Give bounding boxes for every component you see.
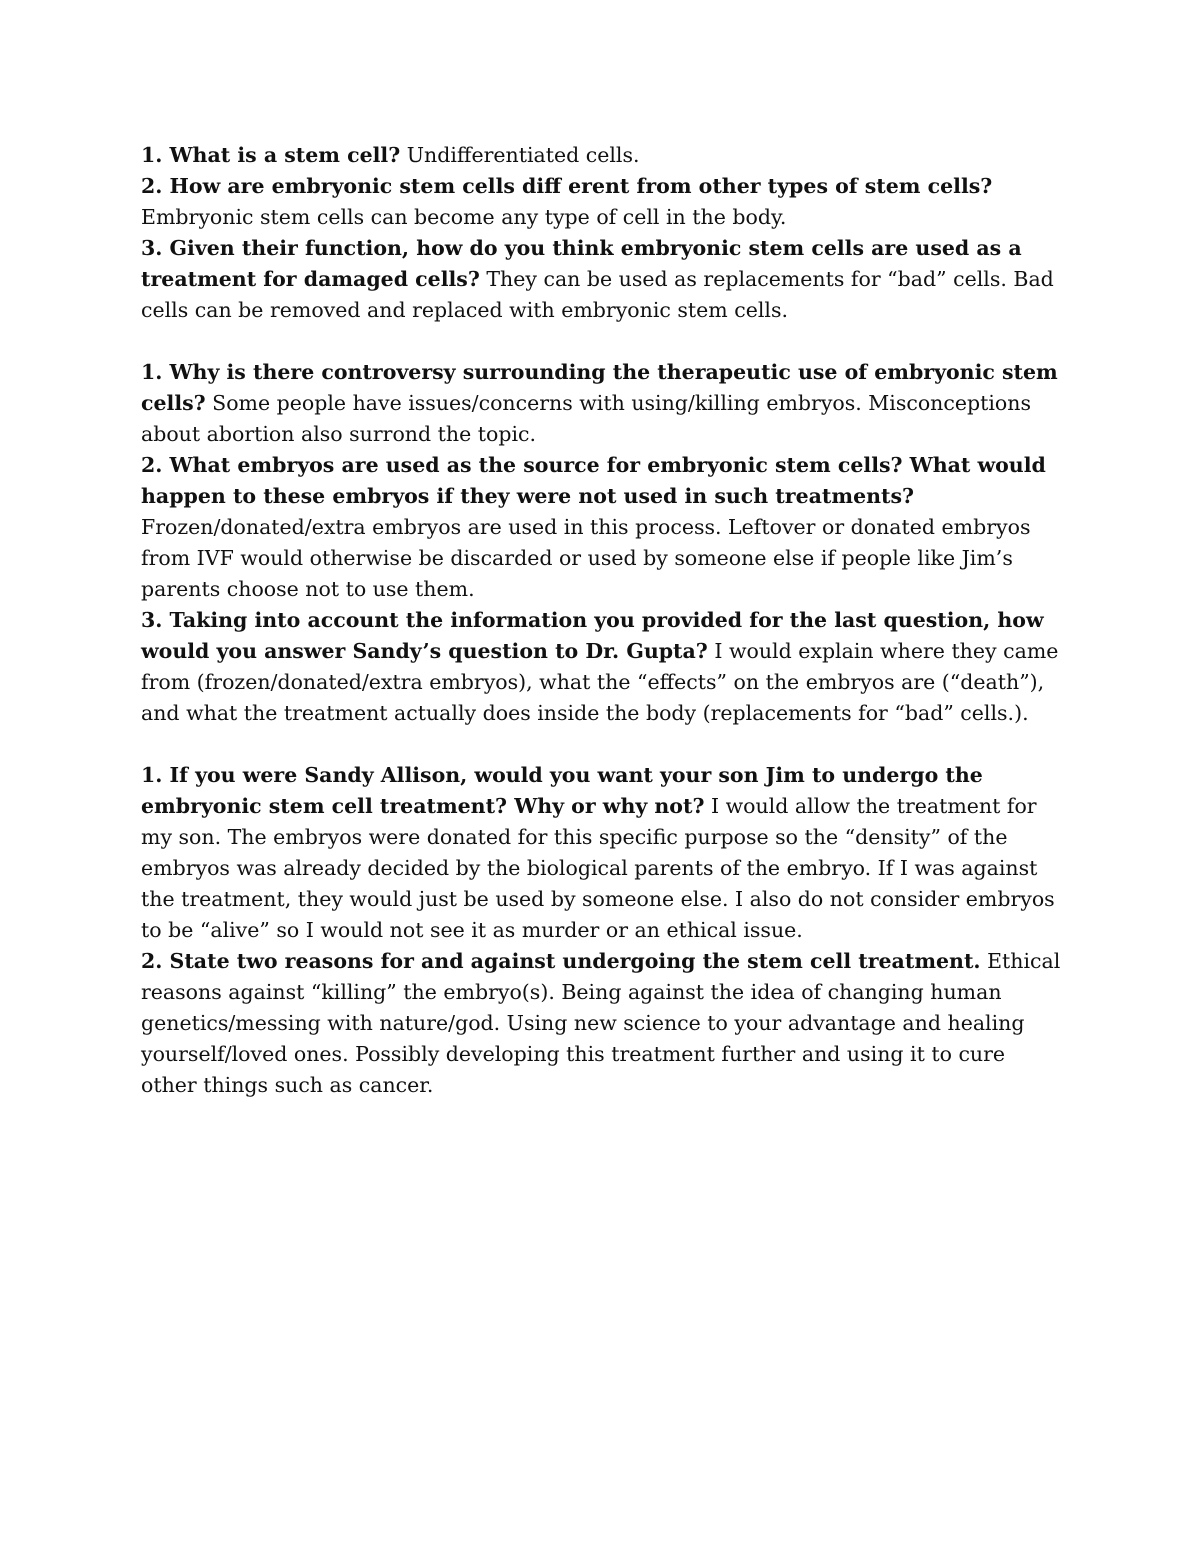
section-3: [141, 760, 1066, 1101]
answer-text: They can be used as replacements for “bad” cells. Bad cells can be removed and replaced with embryonic stem cells.: [141, 267, 1054, 322]
answer-text: Ethical reasons against “killing” the embryo(s). Being against the idea of changing human genetics/messing with nature/god. Using new science to your advantage and healing yourself/loved ones. Possibly developing this treatment further and using it to cure other things such as cancer.: [141, 949, 1061, 1097]
qa-item: [141, 760, 1066, 946]
answer-text: Undifferentiated cells.: [400, 143, 640, 167]
question-text: 1. If you were Sandy Allison, would you want your son Jim to undergo the embryonic stem cell treatment? Why or why not?: [141, 763, 983, 818]
qa-item: [141, 605, 1066, 729]
qa-item: [141, 946, 1066, 1101]
answer-text: I would allow the treatment for my son. The embryos were donated for this specific purpose so the “density” of the embryos was already decided by the biological parents of the embryo. If I was against the treatment, they would just be used by someone else. I also do not consider embryos to be “alive” so I would not see it as murder or an ethical issue.: [141, 794, 1055, 942]
question-text: 1. What is a stem cell?: [141, 143, 401, 167]
answer-text: Frozen/donated/extra embryos are used in this process. Leftover or donated embryos from IVF would otherwise be discarded or used by someone else if people like Jim’s parents choose not to use them.: [141, 515, 1031, 601]
document-page: [141, 140, 1066, 1101]
qa-item: [141, 357, 1066, 450]
question-text: 2. How are embryonic stem cells diff erent from other types of stem cells?: [141, 174, 993, 198]
section-1: [141, 140, 1066, 326]
answer-text: Embryonic stem cells can become any type of cell in the body.: [141, 205, 787, 229]
qa-item: [141, 233, 1066, 326]
question-text: 2. State two reasons for and against undergoing the stem cell treatment.: [141, 949, 981, 973]
qa-item: [141, 171, 1066, 233]
section-2: [141, 357, 1066, 729]
qa-item: [141, 450, 1066, 605]
question-text: 2. What embryos are used as the source for embryonic stem cells? What would happen to these embryos if they were not used in such treatments?: [141, 453, 1046, 508]
answer-text: I would explain where they came from (frozen/donated/extra embryos), what the “effects” on the embryos are (“death”), and what the treatment actually does inside the body (replacements for “bad” cells.).: [141, 639, 1059, 725]
qa-item: [141, 140, 1066, 171]
question-text: 3. Given their function, how do you think embryonic stem cells are used as a treatment for damaged cells?: [141, 236, 1022, 291]
answer-text: Some people have issues/concerns with using/killing embryos. Misconceptions about abortion also surrond the topic.: [141, 391, 1031, 446]
question-text: 3. Taking into account the information you provided for the last question, how would you answer Sandy’s question to Dr. Gupta?: [141, 608, 1044, 663]
question-text: 1. Why is there controversy surrounding the therapeutic use of embryonic stem cells?: [141, 360, 1058, 415]
